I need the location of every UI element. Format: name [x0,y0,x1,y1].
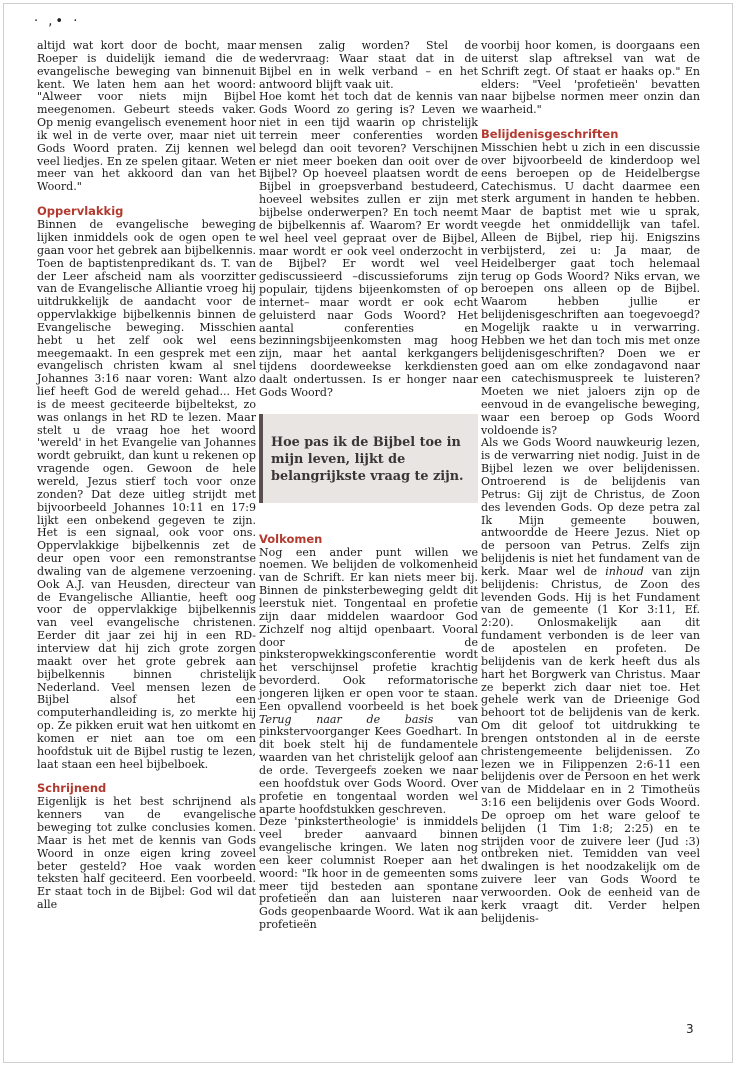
column-2 [259,40,478,932]
paragraph: Hoe komt het toch dat de kennis van Gods Woord zo gering is? Leven we niet in een tijd waarin op christelijk terrein meer conferenties worden belegd dan ooit tevoren? Verschijnen er niet meer boeken dan ooit over de Bijbel? Op hoeveel plaatsen wordt de Bijbel in groepsverband bestudeerd, hoeveel websites zullen er zijn met bijbelse onderwerpen? En toch neemt de bijbelkennis af. Waarom? Er wordt wel heel veel gepraat over de Bijbel, maar wordt er ook veel onderzocht in de Bijbel? Er wordt wel veel gediscussieerd –discussieforums zijn populair, tijdens bijeenkomsten of op internet– maar wordt er ook echt geluisterd naar Gods Woord? Het aantal conferenties en bezinningsbijeenkomsten mag hoog zijn, maar het aantal kerkgangers tijdens doordeweekse kerkdiensten daalt ondertussen. Is er honger naar Gods Woord? [259,90,478,399]
text-run: van zijn belijdenis: Christus, de Zoon des levenden Gods. Hij is het Fundament van de gemeente (1 Kor 3:11, Ef. 2:20). Onlosmakelijk aan dit fundament verbonden is de leer van de apostelen en profeten. De belijdenis van de kerk heeft dus als hart het Borgwerk van Christus. Maar ze beperkt zich daar niet toe. Het gehele werk van de Drieenige God behoort tot de belijdenis van de kerk. Om dit geloof tot uitdrukking te brengen ontstonden al in de eerste christengemeente belijdenissen. Zo lezen we in Filippenzen 2:6-11 een belijdenis over de Persoon en het werk van de Middelaar en in 2 Timotheüs 3:16 een belijdenis over Gods Woord. De oproep om het ware geloof te belijden (1 Tim 1:8; 2:25) en te strijden voor de zuivere leer (Jud :3) ontbreken niet. Temidden van veel dwalingen is het noodzakelijk om de zuivere leer van Gods Woord te verwoorden. Ook de eenheid van de kerk vraagt dit. Verder helpen belijdenis- [481,564,701,925]
paragraph: voorbij hoor komen, is doorgaans een uiterst slap aftreksel van wat de Schrift zegt. Of staat er haaks op." En elders: "Veel 'profetieën' bevatten naar bijbelse normen meer onzin dan waarheid." [481,39,700,117]
pull-quote-text: Hoe pas ik de Bijbel toe in mijn leven, lijkt de belangrijkste vraag te zijn. [271,434,464,484]
column-1 [37,40,256,912]
emphasis: inhoud [605,564,644,578]
column-3 [481,40,700,926]
page-number: 3 [686,1022,694,1036]
text-run: Nog een ander punt willen we noemen. We belijden de volkomenheid van de Schrift. Er kan niets meer bij. Binnen de pinksterbeweging geldt dit leerstuk niet. Tongentaal en profetie zijn daar middelen waardoor God Zichzelf nog altijd openbaart. Vooral door de pinksteropwekkingsconferentie wordt het verschijnsel profetie krachtig bevorderd. Ook reformatorische jongeren lijken er open voor te staan. Een opvallend voorbeeld is het boek [259,545,478,713]
paragraph: Eigenlijk is het best schrijnend als kenners van de evangelische beweging tot zulke conclusies komen. Maar is het met de kennis van Gods Woord in onze eigen kring zoveel beter gesteld? Hoe vaak worden teksten half geciteerd. Een voorbeeld. Er staat toch in de Bijbel: God wil dat alle [37,795,256,912]
book-title: Terug naar de basis [259,712,434,726]
paragraph: Misschien hebt u zich in een discussie over bijvoorbeeld de kinderdoop wel eens beroepen op de Heidelbergse Catechismus. U dacht daarmee een sterk argument in handen te hebben. Maar de baptist met wie u sprak, veegde het onmiddellijk van tafel. Alleen de Bijbel, riep hij. Enigszins verbijsterd, zei u: Ja maar, de Heidelberger gaat toch helemaal terug op Gods Woord? Niks ervan, we beroepen ons alleen op de Bijbel. Waarom hebben jullie er belijdenisgeschriften aan toegevoegd? Mogelijk raakte u in verwarring. Hebben we het dan toch mis met onze belijdenisgeschriften? Doen we er goed aan om elke zondagavond naar een catechismuspreek te luisteren? Moeten we niet jaloers zijn op de eenvoud in de evangelische beweging, waar een beroep op Gods Woord voldoende is? [481,141,700,437]
section-heading-schrijnend: Schrijnend [37,781,107,796]
section-heading-oppervlakkig: Oppervlakkig [37,204,124,219]
text-run: van pinkstervoorganger Kees Goedhart. In dit boek stelt hij de fundamentele waarden van het christelijk geloof aan de orde. Tevergeefs zoeken we naar een hoofdstuk over Gods Woord. Over profetie en tongentaal worden wel aparte hoofdstukken geschreven. [259,712,478,816]
paragraph: altijd wat kort door de bocht, maar Roeper is duidelijk iemand die de evangelische beweging van binnenuit kent. We laten hem aan het woord: "Alweer voor niets mijn Bijbel meegenomen. Gebeurt steeds vaker. Op menig evangelisch evenement hoor ik wel in de verte over, maar niet uit Gods Woord praten. Zij kennen wel veel liedjes. En ze spelen gitaar. Weten meer van het akkoord dan van het Woord." [37,39,256,194]
section-heading-belijdenisgeschriften: Belijdenisgeschriften [481,127,619,142]
paragraph: mensen zalig worden? Stel de wedervraag: Waar staat dat in de Bijbel en in welk verband – en het antwoord blijft vaak uit. [259,39,478,91]
pull-quote [259,414,478,503]
section-heading-volkomen: Volkomen [259,531,323,546]
paragraph [481,437,700,925]
header-mark: · ,• · [34,14,81,29]
paragraph: Binnen de evangelische beweging lijken inmiddels ook de ogen open te gaan voor het gebrek aan bijbelkennis. Toen de baptistenpredikant ds. T. van der Leer afscheid nam als voorzitter van de Evangelische Alliantie vroeg hij uitdrukkelijk de aandacht voor de oppervlakkige bijbelkennis binnen de Evangelische beweging. Misschien hebt u het zelf ook wel eens meegemaakt. In een gesprek met een evangelisch christen kwam al snel Johannes 3:16 naar voren: Want alzo lief heeft God de wereld gehad... Het is de meest geciteerde bijbeltekst, zo was onlangs in het RD te lezen. Maar stelt u de vraag hoe het woord 'wereld' in het Evangelie van Johannes wordt gebruikt, dan kunt u rekenen op vragende ogen. Gewoon de hele wereld, Jezus stierf toch voor onze zonden? Dat deze uitleg strijdt met bijvoorbeeld Johannes 10:11 en 17:9 lijkt een onbekend gegeven te zijn. Het is een signaal, ook voor ons. Oppervlakkige bijbelkennis zet de deur open voor een remonstrantse dwaling van de algemene verzoening. Ook A.J. van Heusden, directeur van de Evangelische Alliantie, heeft oog voor de oppervlakkige bijbelkennis van veel evangelische christenen. Eerder dit jaar zei hij in een RD-interview dat hij zich grote zorgen maakt over het grote gebrek aan bijbelkennis binnen christelijk Nederland. Veel mensen lezen de Bijbel alsof het een computerhandleiding is, zo merkte hij op. Ze pikken eruit wat hen uitkomt en komen er niet aan toe om een hoofdstuk uit de Bijbel rustig te lezen, laat staan een heel bijbelboek. [37,218,256,771]
paragraph [259,547,478,817]
text-run: Als we Gods Woord nauwkeurig lezen, is de verwarring niet nodig. Juist in de Bijbel lezen we over belijdenissen. Ontroerend is de belijdenis van Petrus: Gij zijt de Christus, de Zoon des levenden Gods. Op deze petra zal Ik Mijn gemeente bouwen, antwoordde de Heere Jezus. Niet op de persoon van Petrus. Zelfs zijn belijdenis is niet het fundament van de kerk. Maar wel de [481,436,700,578]
paragraph: Deze 'pinkstertheologie' is inmiddels veel breder aanvaard binnen evangelische kringen. We laten nog een keer columnist Roeper aan het woord: "Ik hoor in de gemeenten soms meer tijd besteden aan spontane profetieën dan aan luisteren naar Gods geopenbaarde Woord. Wat ik aan profetieën [259,815,478,932]
